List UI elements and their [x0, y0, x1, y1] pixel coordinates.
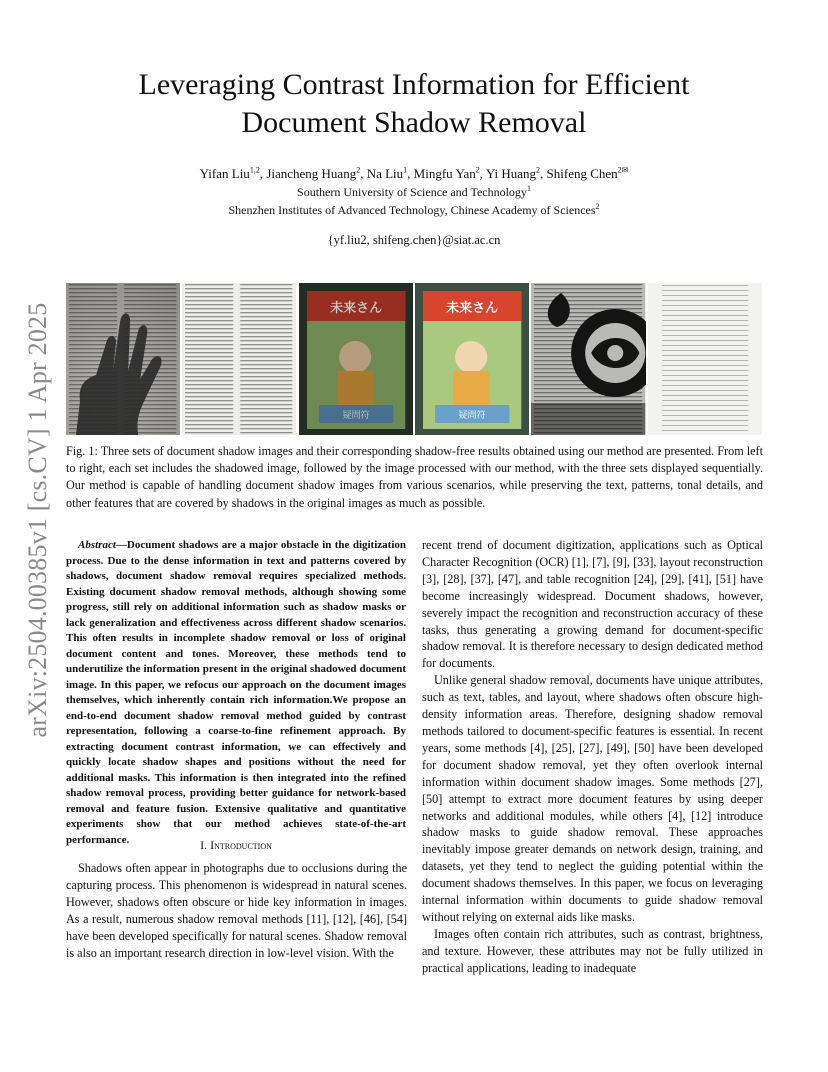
papercut-shadow-image: [531, 283, 645, 435]
affiliation-1: Southern University of Science and Technology$^1$: [297, 184, 531, 199]
figure-panel-clean-doc: [182, 283, 296, 435]
section-heading-introduction: I. Introduction: [200, 838, 272, 852]
author: Mingfu Yan$^2$,: [413, 166, 486, 182]
figure-panel-clean-doc-light: [648, 283, 762, 435]
title-line-1: Leveraging Contrast Information for Efficient: [138, 68, 690, 101]
paper-title: [60, 66, 768, 142]
figure-panel-shadow-doc: [66, 283, 180, 435]
comic-clean-image: [415, 283, 529, 435]
comic-sign: 未来さん: [446, 301, 499, 316]
arxiv-watermark: [16, 292, 60, 748]
intro-paragraph: Images often contain rich attributes, such as contrast, brightness, and texture. However, these attributes may not be fully utilized in practical applications, leading to inadequate: [422, 926, 763, 975]
abstract-label: Abstract: [78, 539, 116, 551]
arxiv-id: arXiv:2504.00385v1 [cs.CV] 1 Apr 2025: [23, 302, 52, 738]
abstract-text: —Document shadows are a major obstacle in the digitization process. Due to the dense information in text and patterns covered by shadows, document shadow removal requires specialized methods. Existing document shadow removal methods, although showing some progress, still rely on additional information such as shadow masks or lack generalization and effectiveness across different shadow scenarios. This often results in incomplete shadow removal or loss of original document content and tones. Moreover, these methods tend to underutilize the information present in the original shadowed document image. In this paper, we refocus our approach on the document images themselves, which inherently contain rich information.We propose an end-to-end document shadow removal method guided by contrast representation, following a coarse-to-fine refinement approach. By extracting document contrast information, we can effectively and quickly locate shadow shapes and positions without the need for additional masks. This information is then integrated into the refined shadow removal process, providing better guidance for network-based removal and feature fusion. Extensive qualitative and quantitative experiments show that our method achieves state-of-the-art performance.: [66, 539, 406, 846]
doc-clean-image: [182, 283, 296, 435]
author: Yifan Liu$^{1,2}$,: [199, 166, 267, 182]
comic-sign: 未来さん: [329, 301, 382, 316]
intro-paragraph: recent trend of document digitization, applications such as Optical Character Recognition (OCR) [1], [7], [9], [33], layout reconstruction [3], [28], [37], [47], and table recognition [24], [29], [41], [51] have become increasingly widespread. Document shadows, however, severely impact the recognition and reconstruction accuracy of these tasks, thus generating a growing demand for document-specific shadow removal. It is therefore necessary to design dedicated method for documents.: [422, 538, 763, 671]
affiliation-2: Shenzhen Institutes of Advanced Technology, Chinese Academy of Sciences$^2$: [228, 202, 600, 217]
author: Jiancheng Huang$^2$,: [266, 166, 367, 182]
abstract: [66, 538, 406, 848]
comic-bottom-text: 疑問符: [342, 411, 370, 421]
figure-caption: Fig. 1: Three sets of document shadow images and their corresponding shadow-free results obtained using our method are presented. From left to right, each set includes the shadowed image, followed by the image processed with our method, with the three sets displayed sequentially. Our method is capable of handling document shadow images from various scenarios, while preserving the text, patterns, tonal details, and other features that are covered by shadows in the original images as much as possible.: [66, 444, 763, 510]
doc-clean-light-image: [648, 283, 762, 435]
figure-panel-comic-shadow: [299, 283, 413, 435]
author: Yi Huang$^2$,: [485, 166, 547, 182]
intro-paragraph: Unlike general shadow removal, documents have unique attributes, such as text, tables, and layout, where shadows often obscure high-density information areas. Therefore, designing shadow removal methods tailored to document-specific features is essential. In recent years, some methods [4], [25], [27], [49], [50] have been developed for document shadow removal, yet they often overlook internal information within document shadow images. Some methods [27], [50] attempt to extract more document features by using deeper networks and additional modules, while others [4], [12] introduce shadow masks to guide shadow removal. These approaches inevitably impose greater demands on network design, training, and datasets, yet they tend to neglect the guiding potential within the document shadows themselves. In this paper, we focus on leveraging internal information within documents to guide shadow removal without relying on external aids like masks.: [422, 673, 763, 924]
intro-column-left: [66, 860, 407, 961]
comic-shadow-image: [299, 283, 413, 435]
author: Na Liu$^1$,: [366, 166, 414, 182]
author: Shifeng Chen$^{2✉}$: [546, 166, 629, 182]
intro-column-right: [422, 537, 763, 977]
email: {yf.liu2, shifeng.chen}@siat.ac.cn: [327, 233, 501, 247]
doc-shadow-image: [66, 283, 180, 435]
figure-panel-papercut-shadow: [531, 283, 645, 435]
teaser-figure: [66, 283, 762, 435]
title-line-2: Document Shadow Removal: [241, 106, 587, 139]
comic-bottom-text: 疑問符: [458, 411, 486, 421]
figure-panel-comic-clean: [415, 283, 529, 435]
intro-paragraph: Shadows often appear in photographs due to occlusions during the capturing process. This phenomenon is widespread in natural scenes. However, shadows often obscure or hide key information in images. As a result, numerous shadow removal methods [11], [12], [46], [54] have been developed specifically for natural scenes. Shadow removal is also an important research direction in low-level vision. With the: [66, 861, 407, 960]
